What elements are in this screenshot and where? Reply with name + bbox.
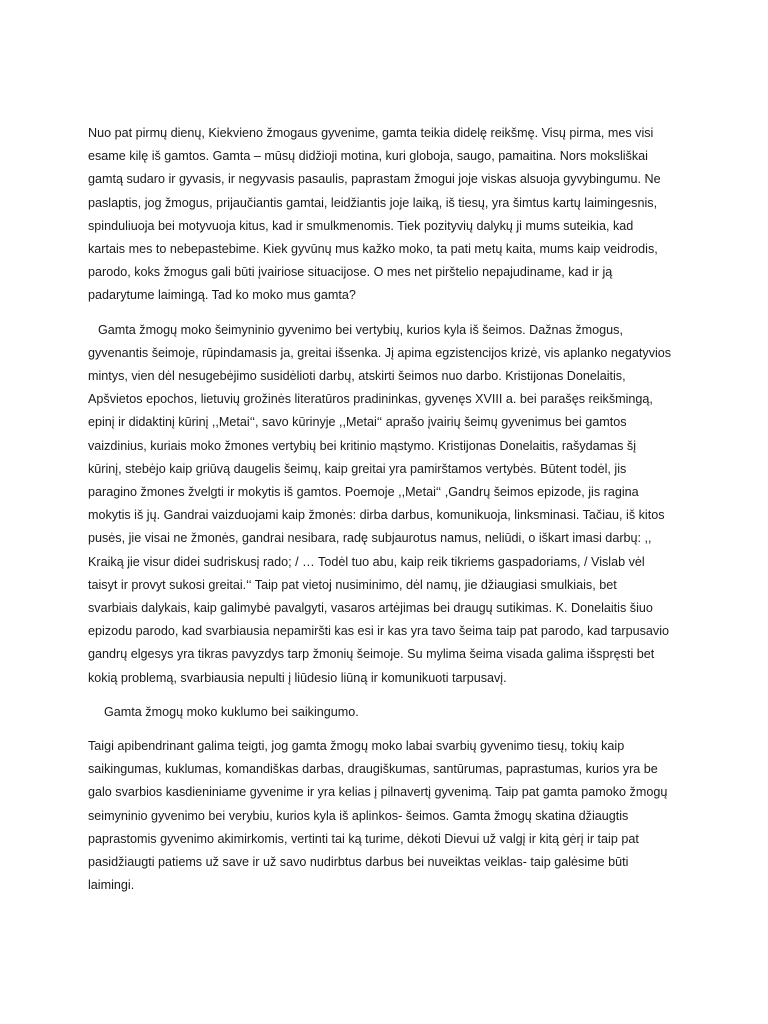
paragraph-conclusion: Taigi apibendrinant galima teigti, jog gamta žmogų moko labai svarbių gyvenimo tiesų, tokių kaip saikingumas, kuklumas, komandiškas darbas, draugiškumas, santūrumas, paprastumas, kurios yra be galo svarbios kasdieniniame gyvenime ir yra kelias į pilnavertį gyvenimą. Taip pat gamta pamoko žmogų seimyninio gyvenimo bei verybiu, kurios kyla iš aplinkos- šeimos. Gamta žmogų skatina džiaugtis paprastomis gyvenimo akimirkomis, vertinti tai ką turime, dėkoti Dievui už valgį ir kitą gėrį ir taip pat pasidžiaugti patiems už save ir už savo nudirbtus darbus bei nuveiktas veiklas- taip galėsime būti laimingi. — [88, 739, 668, 893]
paragraph-family-values: Gamta žmogų moko šeimyninio gyvenimo bei vertybių, kurios kyla iš šeimos. Dažnas žmogus, gyvenantis šeimoje, rūpindamasis ja, greitai išsenka. Jį apima egzistencijos krizė, vis aplanko negatyvios mintys, vien dėl nesugebėjimo susidėlioti darbų, atskirti šeimos nuo darbo. Kristijonas Donelaitis, Apšvietos epochos, lietuvių grožinės literatūros pradininkas, gyvenęs XVIII a. bei parašęs reikšmingą, epinį ir didaktinį kūrinį ,,Metai‘‘, savo kūrinyje ,,Metai‘‘ aprašo įvairių šeimų gyvenimus bei gamtos vaizdinius, kuriais moko žmones vertybių bei kritinio mąstymo. Kristijonas Donelaitis, rašydamas šį kūrinį, stebėjo kaip griūvą daugelis šeimų, kaip greitai yra pamirštamos vertybės. Būtent todėl, jis paragino žmones žvelgti ir mokytis iš gamtos. Poemoje ,,Metai‘‘ ,Gandrų šeimos epizode, jis ragina mokytis iš jų. Gandrai vaizduojami kaip žmonės: dirba darbus, komunikuoja, linksminasi. Tačiau, iš kitos pusės, jie visai ne žmonės, gandrai nesibara, radę subjaurotus namus, neliūdi, o iškart imasi darbų: ,, Kraiką jie visur didei sudriskusį rado; / … Todėl tuo abu, kaip reik tikriems gaspadoriams, / Vislab vėl taisyt ir provyt sukosi greitai.‘‘ Taip pat vietoj nusiminimo, dėl namų, jie džiaugiasi smulkiais, bet svarbiais dalykais, kaip galimybė pavalgyti, vasaros artėjimas bei draugų sutikimas. K. Donelaitis šiuo epizodu parodo, kad svarbiausia nepamiršti kas esi ir kas yra tavo šeima taip pat parodo, kad tarpusavio gandrų elgesys yra tikras pavyzdys tarp žmonių šeimoje. Su mylima šeima visada galima išspręsti bet kokią problemą, svarbiausia nepulti į liūdesio liūną ir komunikuoti tarpusavį. — [88, 322, 672, 685]
paragraph-modesty: Gamta žmogų moko kuklumo bei saikingumo. — [104, 704, 359, 719]
document-page — [88, 122, 688, 909]
paragraph-intro: Nuo pat pirmų dienų, Kiekvieno žmogaus gyvenime, gamta teikia didelę reikšmę. Visų pirma, mes visi esame kilę iš gamtos. Gamta – mūsų didžioji motina, kuri globoja, saugo, pamaitina. Nors moksliškai gamtą sudaro ir gyvasis, ir negyvasis pasaulis, paprastam žmogui joje viskas alsuoja gyvybingumu. Ne paslaptis, jog žmogus, prijaučiantis gamtai, leidžiantis joje laiką, iš tiesų, yra šimtus kartų laimingesnis, spinduliuoja bei motyvuoja kitus, kad ir smulkmenomis. Tiek pozityvių dalykų ji mums suteikia, kad kartais mes to nebepastebime. Kiek gyvūnų mus kažko moko, ta pati metų kaita, mums kaip veidrodis, parodo, koks žmogus gali būti įvairiose situacijose. O mes net pirštelio nepajudiname, kad ir ją padarytume laimingą. Tad ko moko mus gamta? — [88, 126, 661, 303]
